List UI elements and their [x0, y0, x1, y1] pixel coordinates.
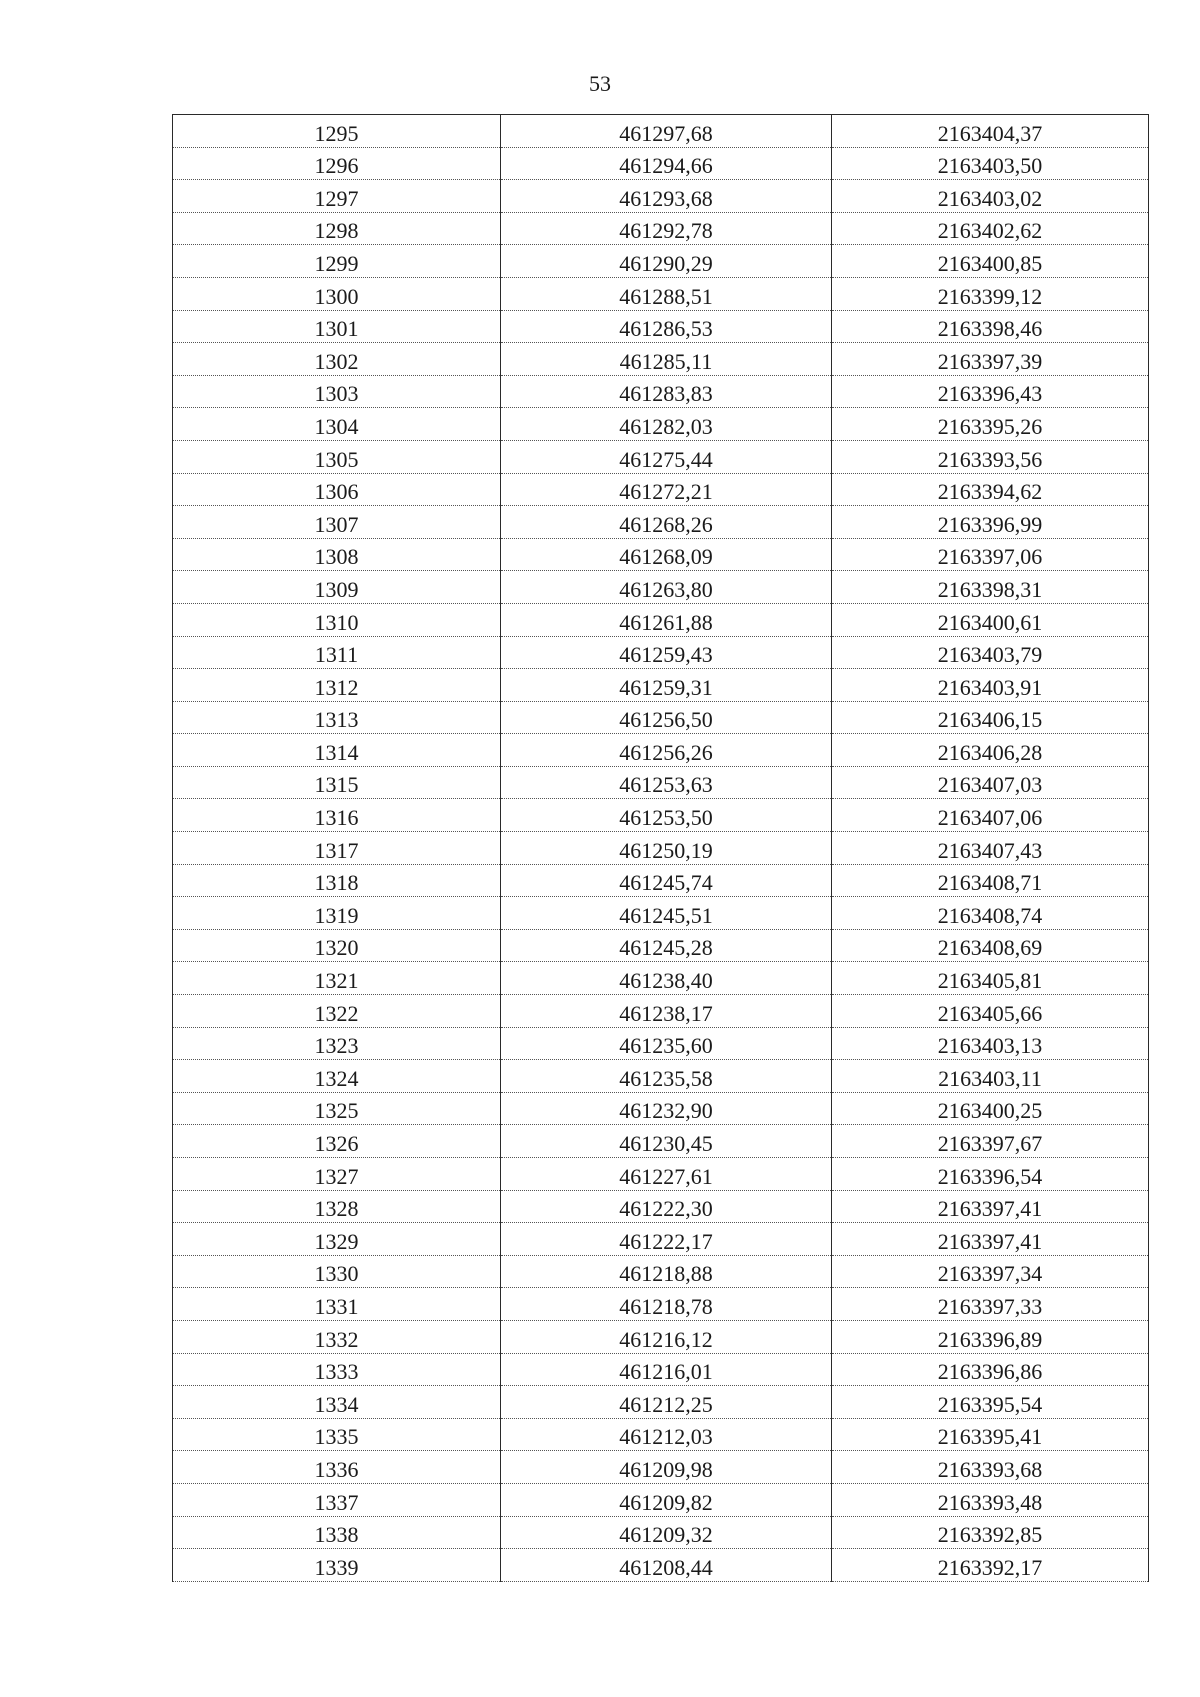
point-number-cell: 1308 [173, 538, 501, 571]
point-number-cell: 1296 [173, 147, 501, 180]
y-coordinate-cell: 2163396,43 [832, 375, 1149, 408]
x-coordinate-cell: 461259,31 [501, 669, 832, 702]
y-coordinate-cell: 2163397,06 [832, 538, 1149, 571]
y-coordinate-cell: 2163395,26 [832, 408, 1149, 441]
x-coordinate-cell: 461259,43 [501, 636, 832, 669]
y-coordinate-cell: 2163392,85 [832, 1516, 1149, 1549]
x-coordinate-cell: 461209,82 [501, 1483, 832, 1516]
x-coordinate-cell: 461268,26 [501, 506, 832, 539]
point-number-cell: 1336 [173, 1451, 501, 1484]
x-coordinate-cell: 461285,11 [501, 343, 832, 376]
point-number-cell: 1333 [173, 1353, 501, 1386]
table-row [173, 929, 1149, 962]
x-coordinate-cell: 461283,83 [501, 375, 832, 408]
x-coordinate-cell: 461208,44 [501, 1549, 832, 1582]
table-row [173, 245, 1149, 278]
point-number-cell: 1298 [173, 212, 501, 245]
coordinates-table-container [172, 114, 1148, 1582]
x-coordinate-cell: 461212,25 [501, 1386, 832, 1419]
y-coordinate-cell: 2163405,81 [832, 962, 1149, 995]
point-number-cell: 1303 [173, 375, 501, 408]
x-coordinate-cell: 461292,78 [501, 212, 832, 245]
y-coordinate-cell: 2163396,86 [832, 1353, 1149, 1386]
y-coordinate-cell: 2163396,89 [832, 1320, 1149, 1353]
table-row [173, 603, 1149, 636]
table-row [173, 1027, 1149, 1060]
table-row [173, 799, 1149, 832]
y-coordinate-cell: 2163400,61 [832, 603, 1149, 636]
x-coordinate-cell: 461268,09 [501, 538, 832, 571]
y-coordinate-cell: 2163397,33 [832, 1288, 1149, 1321]
y-coordinate-cell: 2163398,31 [832, 571, 1149, 604]
table-row [173, 864, 1149, 897]
x-coordinate-cell: 461232,90 [501, 1092, 832, 1125]
point-number-cell: 1326 [173, 1125, 501, 1158]
point-number-cell: 1309 [173, 571, 501, 604]
y-coordinate-cell: 2163395,54 [832, 1386, 1149, 1419]
table-row [173, 1190, 1149, 1223]
x-coordinate-cell: 461235,58 [501, 1060, 832, 1093]
point-number-cell: 1324 [173, 1060, 501, 1093]
x-coordinate-cell: 461253,63 [501, 766, 832, 799]
table-row [173, 1418, 1149, 1451]
table-row [173, 1288, 1149, 1321]
y-coordinate-cell: 2163392,17 [832, 1549, 1149, 1582]
y-coordinate-cell: 2163400,25 [832, 1092, 1149, 1125]
table-row [173, 115, 1149, 148]
x-coordinate-cell: 461218,78 [501, 1288, 832, 1321]
table-row [173, 408, 1149, 441]
table-row [173, 212, 1149, 245]
table-row [173, 1125, 1149, 1158]
y-coordinate-cell: 2163403,50 [832, 147, 1149, 180]
table-row [173, 1158, 1149, 1191]
point-number-cell: 1334 [173, 1386, 501, 1419]
y-coordinate-cell: 2163397,41 [832, 1190, 1149, 1223]
point-number-cell: 1305 [173, 440, 501, 473]
table-row [173, 1255, 1149, 1288]
y-coordinate-cell: 2163398,46 [832, 310, 1149, 343]
point-number-cell: 1327 [173, 1158, 501, 1191]
table-row [173, 1516, 1149, 1549]
table-row [173, 277, 1149, 310]
point-number-cell: 1328 [173, 1190, 501, 1223]
x-coordinate-cell: 461294,66 [501, 147, 832, 180]
y-coordinate-cell: 2163407,06 [832, 799, 1149, 832]
y-coordinate-cell: 2163408,71 [832, 864, 1149, 897]
table-row [173, 1320, 1149, 1353]
table-row [173, 1092, 1149, 1125]
table-row [173, 897, 1149, 930]
point-number-cell: 1307 [173, 506, 501, 539]
table-row [173, 343, 1149, 376]
coordinates-table [172, 114, 1149, 1582]
point-number-cell: 1316 [173, 799, 501, 832]
point-number-cell: 1299 [173, 245, 501, 278]
x-coordinate-cell: 461261,88 [501, 603, 832, 636]
point-number-cell: 1335 [173, 1418, 501, 1451]
table-row [173, 1451, 1149, 1484]
y-coordinate-cell: 2163400,85 [832, 245, 1149, 278]
x-coordinate-cell: 461286,53 [501, 310, 832, 343]
point-number-cell: 1301 [173, 310, 501, 343]
table-row [173, 310, 1149, 343]
table-row [173, 506, 1149, 539]
point-number-cell: 1313 [173, 701, 501, 734]
point-number-cell: 1317 [173, 832, 501, 865]
y-coordinate-cell: 2163396,99 [832, 506, 1149, 539]
point-number-cell: 1306 [173, 473, 501, 506]
point-number-cell: 1295 [173, 115, 501, 148]
table-row [173, 995, 1149, 1028]
table-row [173, 571, 1149, 604]
y-coordinate-cell: 2163395,41 [832, 1418, 1149, 1451]
y-coordinate-cell: 2163408,69 [832, 929, 1149, 962]
y-coordinate-cell: 2163393,68 [832, 1451, 1149, 1484]
table-row [173, 1060, 1149, 1093]
y-coordinate-cell: 2163407,43 [832, 832, 1149, 865]
table-row [173, 180, 1149, 213]
x-coordinate-cell: 461256,50 [501, 701, 832, 734]
x-coordinate-cell: 461218,88 [501, 1255, 832, 1288]
point-number-cell: 1312 [173, 669, 501, 702]
y-coordinate-cell: 2163399,12 [832, 277, 1149, 310]
table-row [173, 1549, 1149, 1582]
y-coordinate-cell: 2163407,03 [832, 766, 1149, 799]
y-coordinate-cell: 2163406,28 [832, 734, 1149, 767]
table-row [173, 440, 1149, 473]
y-coordinate-cell: 2163397,34 [832, 1255, 1149, 1288]
y-coordinate-cell: 2163393,56 [832, 440, 1149, 473]
x-coordinate-cell: 461238,40 [501, 962, 832, 995]
y-coordinate-cell: 2163397,67 [832, 1125, 1149, 1158]
point-number-cell: 1338 [173, 1516, 501, 1549]
table-row [173, 1223, 1149, 1256]
y-coordinate-cell: 2163397,39 [832, 343, 1149, 376]
table-row [173, 473, 1149, 506]
point-number-cell: 1302 [173, 343, 501, 376]
point-number-cell: 1319 [173, 897, 501, 930]
x-coordinate-cell: 461263,80 [501, 571, 832, 604]
point-number-cell: 1315 [173, 766, 501, 799]
table-row [173, 147, 1149, 180]
point-number-cell: 1329 [173, 1223, 501, 1256]
x-coordinate-cell: 461245,28 [501, 929, 832, 962]
x-coordinate-cell: 461288,51 [501, 277, 832, 310]
table-row [173, 636, 1149, 669]
x-coordinate-cell: 461238,17 [501, 995, 832, 1028]
x-coordinate-cell: 461253,50 [501, 799, 832, 832]
point-number-cell: 1325 [173, 1092, 501, 1125]
x-coordinate-cell: 461250,19 [501, 832, 832, 865]
y-coordinate-cell: 2163393,48 [832, 1483, 1149, 1516]
y-coordinate-cell: 2163405,66 [832, 995, 1149, 1028]
y-coordinate-cell: 2163404,37 [832, 115, 1149, 148]
y-coordinate-cell: 2163403,02 [832, 180, 1149, 213]
x-coordinate-cell: 461290,29 [501, 245, 832, 278]
table-row [173, 1386, 1149, 1419]
point-number-cell: 1330 [173, 1255, 501, 1288]
x-coordinate-cell: 461222,17 [501, 1223, 832, 1256]
table-row [173, 1353, 1149, 1386]
x-coordinate-cell: 461245,74 [501, 864, 832, 897]
x-coordinate-cell: 461297,68 [501, 115, 832, 148]
point-number-cell: 1337 [173, 1483, 501, 1516]
x-coordinate-cell: 461230,45 [501, 1125, 832, 1158]
x-coordinate-cell: 461272,21 [501, 473, 832, 506]
page-number: 53 [589, 71, 611, 96]
x-coordinate-cell: 461209,98 [501, 1451, 832, 1484]
point-number-cell: 1332 [173, 1320, 501, 1353]
table-row [173, 962, 1149, 995]
point-number-cell: 1321 [173, 962, 501, 995]
x-coordinate-cell: 461245,51 [501, 897, 832, 930]
x-coordinate-cell: 461256,26 [501, 734, 832, 767]
x-coordinate-cell: 461275,44 [501, 440, 832, 473]
y-coordinate-cell: 2163406,15 [832, 701, 1149, 734]
table-row [173, 766, 1149, 799]
y-coordinate-cell: 2163408,74 [832, 897, 1149, 930]
table-row [173, 832, 1149, 865]
x-coordinate-cell: 461222,30 [501, 1190, 832, 1223]
table-row [173, 375, 1149, 408]
table-row [173, 1483, 1149, 1516]
point-number-cell: 1323 [173, 1027, 501, 1060]
y-coordinate-cell: 2163403,79 [832, 636, 1149, 669]
y-coordinate-cell: 2163397,41 [832, 1223, 1149, 1256]
y-coordinate-cell: 2163396,54 [832, 1158, 1149, 1191]
table-row [173, 538, 1149, 571]
point-number-cell: 1314 [173, 734, 501, 767]
point-number-cell: 1318 [173, 864, 501, 897]
point-number-cell: 1339 [173, 1549, 501, 1582]
table-row [173, 701, 1149, 734]
x-coordinate-cell: 461235,60 [501, 1027, 832, 1060]
x-coordinate-cell: 461282,03 [501, 408, 832, 441]
coordinates-table-body [173, 115, 1149, 1582]
x-coordinate-cell: 461227,61 [501, 1158, 832, 1191]
table-row [173, 734, 1149, 767]
x-coordinate-cell: 461212,03 [501, 1418, 832, 1451]
x-coordinate-cell: 461209,32 [501, 1516, 832, 1549]
point-number-cell: 1300 [173, 277, 501, 310]
x-coordinate-cell: 461216,12 [501, 1320, 832, 1353]
point-number-cell: 1297 [173, 180, 501, 213]
point-number-cell: 1310 [173, 603, 501, 636]
y-coordinate-cell: 2163394,62 [832, 473, 1149, 506]
y-coordinate-cell: 2163403,11 [832, 1060, 1149, 1093]
x-coordinate-cell: 461216,01 [501, 1353, 832, 1386]
point-number-cell: 1311 [173, 636, 501, 669]
y-coordinate-cell: 2163403,13 [832, 1027, 1149, 1060]
y-coordinate-cell: 2163402,62 [832, 212, 1149, 245]
point-number-cell: 1304 [173, 408, 501, 441]
point-number-cell: 1322 [173, 995, 501, 1028]
point-number-cell: 1331 [173, 1288, 501, 1321]
y-coordinate-cell: 2163403,91 [832, 669, 1149, 702]
point-number-cell: 1320 [173, 929, 501, 962]
x-coordinate-cell: 461293,68 [501, 180, 832, 213]
table-row [173, 669, 1149, 702]
